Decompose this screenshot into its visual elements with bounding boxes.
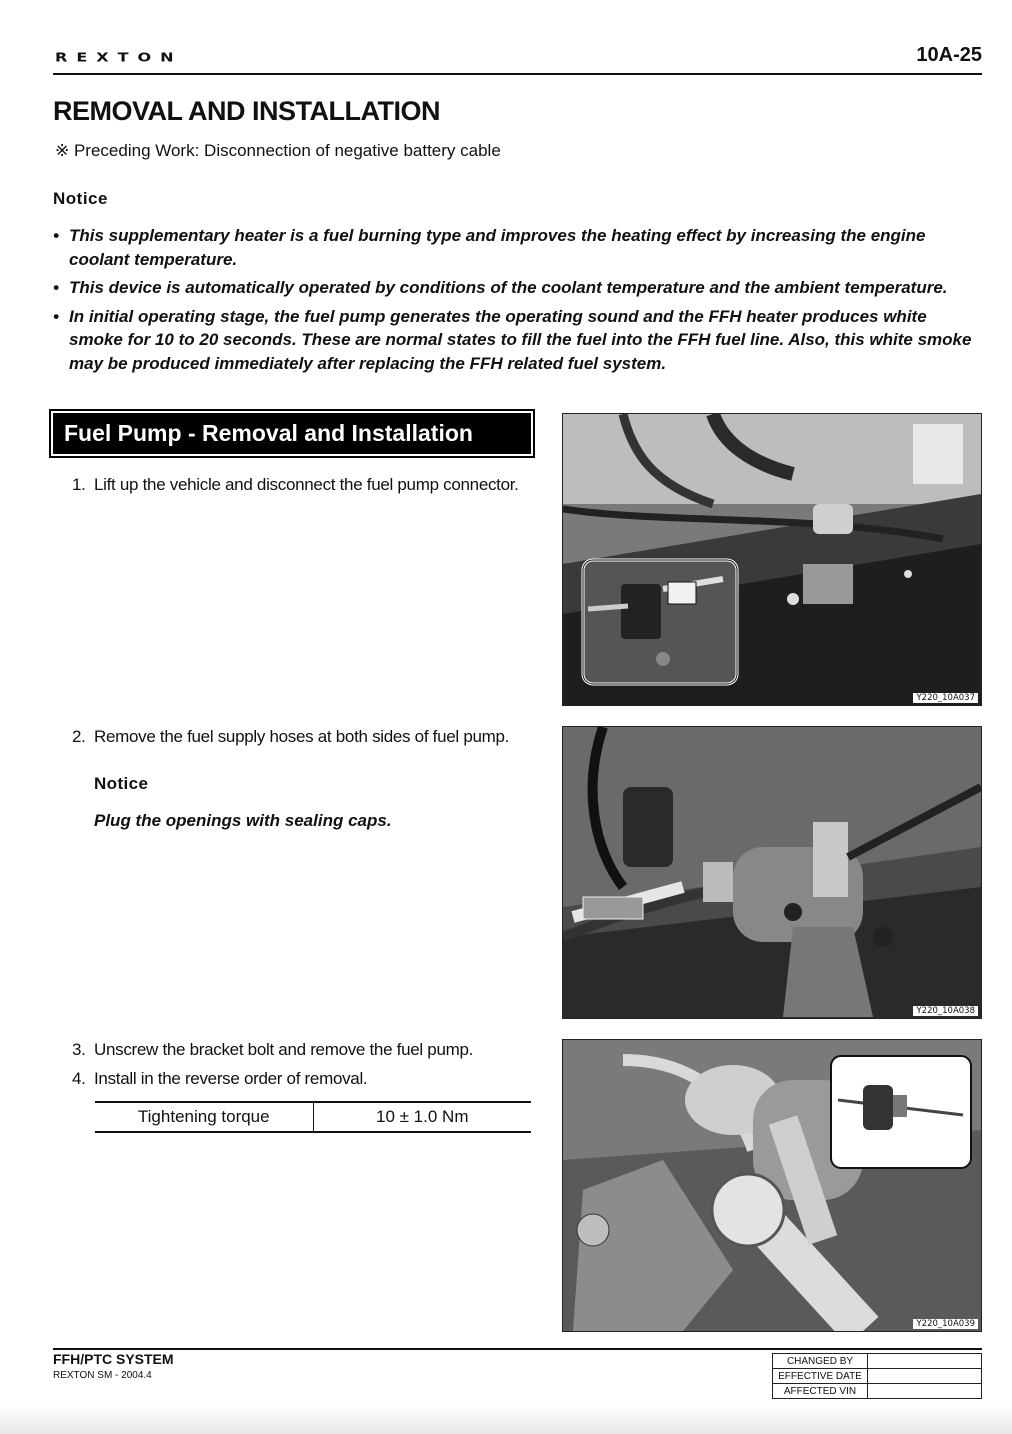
step-number: 4. bbox=[72, 1069, 86, 1088]
change-table bbox=[772, 1353, 982, 1399]
notice-heading: Notice bbox=[53, 189, 108, 208]
step2-notice-text: Plug the openings with sealing caps. bbox=[94, 811, 392, 830]
change-label: AFFECTED VIN bbox=[773, 1384, 868, 1399]
figure-caption: Y220_10A037 bbox=[913, 693, 978, 703]
figure-fuel-pump-connector bbox=[562, 413, 982, 706]
rexton-logo: REXTON bbox=[55, 50, 183, 65]
change-value bbox=[868, 1384, 982, 1399]
change-value bbox=[868, 1354, 982, 1369]
figure-caption: Y220_10A039 bbox=[913, 1319, 978, 1329]
notice-item-text: This device is automatically operated by conditions of the coolant temperature and the ambient temperature. bbox=[69, 278, 948, 297]
change-row bbox=[773, 1369, 982, 1384]
fuel-hose-photo-icon bbox=[563, 727, 981, 1018]
step-4 bbox=[72, 1069, 367, 1089]
footer-rule bbox=[53, 1348, 982, 1350]
step2-notice-heading: Notice bbox=[94, 774, 149, 793]
torque-row bbox=[95, 1102, 531, 1132]
step-text: Install in the reverse order of removal. bbox=[94, 1069, 368, 1088]
step-text: Unscrew the bracket bolt and remove the fuel pump. bbox=[94, 1040, 474, 1059]
notice-item bbox=[53, 305, 983, 376]
step-text: Remove the fuel supply hoses at both sides of fuel pump. bbox=[94, 727, 510, 746]
notice-item-text: In initial operating stage, the fuel pump generates the operating sound and the FFH heater produces white smoke for 10 to 20 seconds. These are normal states to fill the fuel into the FFH fuel line. Also, this white smoke may be produced immediately after replacing the FFH related fuel system. bbox=[69, 306, 972, 373]
step-number: 1. bbox=[72, 475, 86, 494]
bullet-icon: • bbox=[53, 278, 59, 297]
change-label: CHANGED BY bbox=[773, 1354, 868, 1369]
step-text: Lift up the vehicle and disconnect the fuel pump connector. bbox=[94, 475, 519, 494]
figure-fuel-hose bbox=[562, 726, 982, 1019]
bullet-icon: • bbox=[53, 306, 59, 326]
figure-caption: Y220_10A038 bbox=[913, 1006, 978, 1016]
notice-item-text: This supplementary heater is a fuel burning type and improves the heating effect by increasing the engine coolant temperature. bbox=[69, 226, 926, 269]
step-2 bbox=[72, 727, 509, 747]
step-number: 2. bbox=[72, 727, 86, 746]
footer-system: FFH/PTC SYSTEM bbox=[53, 1351, 174, 1367]
change-row bbox=[773, 1384, 982, 1399]
notice-item bbox=[53, 276, 983, 300]
torque-value: 10 ± 1.0 Nm bbox=[313, 1102, 531, 1132]
figure-bracket-bolt bbox=[562, 1039, 982, 1332]
fuel-pump-connector-photo-icon bbox=[563, 414, 981, 705]
change-label: EFFECTIVE DATE bbox=[773, 1369, 868, 1384]
header-rule bbox=[53, 73, 982, 75]
notice-list bbox=[53, 224, 983, 380]
step-1 bbox=[72, 475, 519, 495]
torque-table bbox=[95, 1101, 531, 1133]
page-title: REMOVAL AND INSTALLATION bbox=[53, 96, 440, 126]
section-title: Fuel Pump - Removal and Installation bbox=[53, 413, 531, 454]
page-bottom-edge bbox=[0, 1405, 1012, 1434]
bullet-icon: • bbox=[53, 226, 59, 245]
notice-item bbox=[53, 224, 983, 271]
bracket-bolt-wrench-photo-icon bbox=[563, 1040, 981, 1331]
change-row bbox=[773, 1354, 982, 1369]
footer-manual: REXTON SM - 2004.4 bbox=[53, 1370, 152, 1381]
change-value bbox=[868, 1369, 982, 1384]
preceding-work: ※ Preceding Work: Disconnection of negative battery cable bbox=[55, 141, 501, 160]
step-number: 3. bbox=[72, 1040, 86, 1059]
step-3 bbox=[72, 1040, 473, 1060]
torque-label: Tightening torque bbox=[95, 1102, 313, 1132]
page-number: 10A-25 bbox=[916, 44, 982, 66]
